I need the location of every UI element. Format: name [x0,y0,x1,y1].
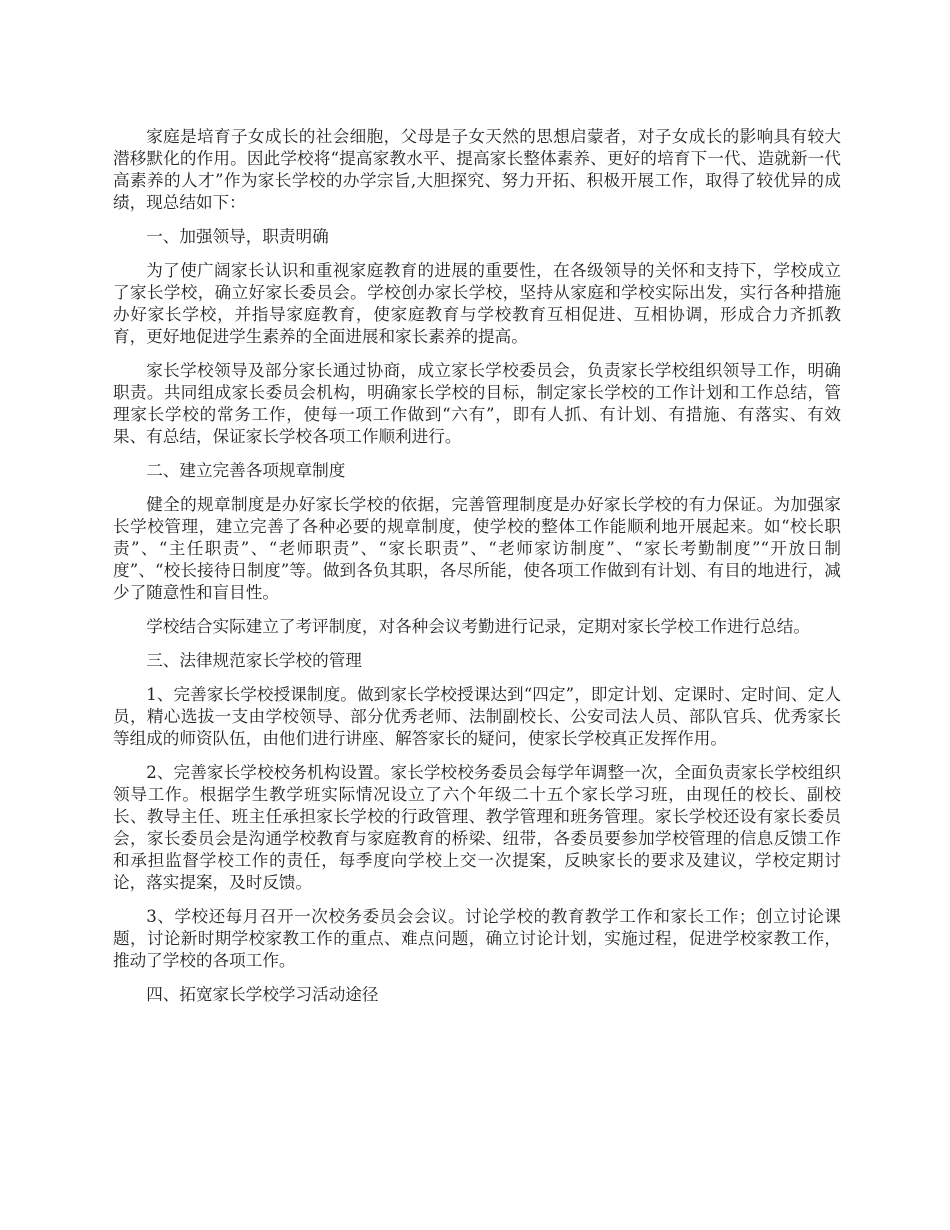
section-1-paragraph-1: 为了使广阔家长认识和重视家庭教育的进展的重要性，在各级领导的关怀和支持下，学校成立了家长学校，确立好家长委员会。学校创办家长学校，坚持从家庭和学校实际出发，实行各种措施办好家长学校，并指导家庭教育，使家庭教育与学校教育互相促进、互相协调，形成合力齐抓教育，更好地促进学生素养的全面进展和家长素养的提高。 [113,261,841,346]
intro-paragraph: 家庭是培育子女成长的社会细胞，父母是子女天然的思想启蒙者，对子女成长的影响具有较大潜移默化的作用。因此学校将“提高家教水平、提高家长整体素养、更好的培育下一代、造就新一代高素养的人才”作为家长学校的办学宗旨,大胆探究、努力开拓、积极开展工作，取得了较优异的成绩，现总结如下： [113,127,841,212]
section-3-paragraph-3: 3、学校还每月召开一次校务委员会会议。讨论学校的教育教学工作和家长工作；创立讨论课题，讨论新时期学校家教工作的重点、难点问题，确立讨论计划，实施过程，促进学校家教工作，推动了学校的各项工作。 [113,907,841,970]
section-3-paragraph-2: 2、完善家长学校校务机构设置。家长学校校务委员会每学年调整一次，全面负责家长学校组织领导工作。根据学生教学班实际情况设立了六个年级二十五个家长学习班，由现任的校长、副校长、教导主任、班主任承担家长学校的行政管理、教学管理和班务管理。家长学校还设有家长委员会，家长委员会是沟通学校教育与家庭教育的桥梁、纽带，各委员要参加学校管理的信息反馈工作和承担监督学校工作的责任，每季度向学校上交一次提案，反映家长的要求及建议，学校定期讨论，落实提案，及时反馈。 [113,763,841,892]
section-1-paragraph-2: 家长学校领导及部分家长通过协商，成立家长学校委员会，负责家长学校组织领导工作，明确职责。共同组成家长委员会机构，明确家长学校的目标，制定家长学校的工作计划和工作总结，管理家长学校的常务工作，使每一项工作做到“六有”，即有人抓、有计划、有措施、有落实、有效果、有总结，保证家长学校各项工作顺利进行。 [113,361,841,446]
section-heading-3: 三、法律规范家长学校的管理 [146,651,362,670]
section-heading-1: 一、加强领导，职责明确 [146,227,329,246]
section-heading-4: 四、拓宽家长学校学习活动途径 [146,985,379,1004]
section-2-paragraph-2: 学校结合实际建立了考评制度，对各种会议考勤进行记录，定期对家长学校工作进行总结。 [146,617,810,636]
section-heading-2: 二、建立完善各项规章制度 [146,461,346,480]
document-page [113,126,841,1018]
section-2-paragraph-1: 健全的规章制度是办好家长学校的依据，完善管理制度是办好家长学校的有力保证。为加强家长学校管理，建立完善了各种必要的规章制度，使学校的整体工作能顺利地开展起来。如“校长职责”、“主任职责”、“老师职责”、“家长职责”、“老师家访制度”、“家长考勤制度”“开放日制度”、“校长接待日制度”等。做到各负其职，各尽所能，使各项工作做到有计划、有目的地进行，减少了随意性和盲目性。 [113,495,841,602]
section-3-paragraph-1: 1、完善家长学校授课制度。做到家长学校授课达到“四定”，即定计划、定课时、定时间、定人员，精心选拔一支由学校领导、部分优秀老师、法制副校长、公安司法人员、部队官兵、优秀家长等组成的师资队伍，由他们进行讲座、解答家长的疑问，使家长学校真正发挥作用。 [113,685,841,748]
